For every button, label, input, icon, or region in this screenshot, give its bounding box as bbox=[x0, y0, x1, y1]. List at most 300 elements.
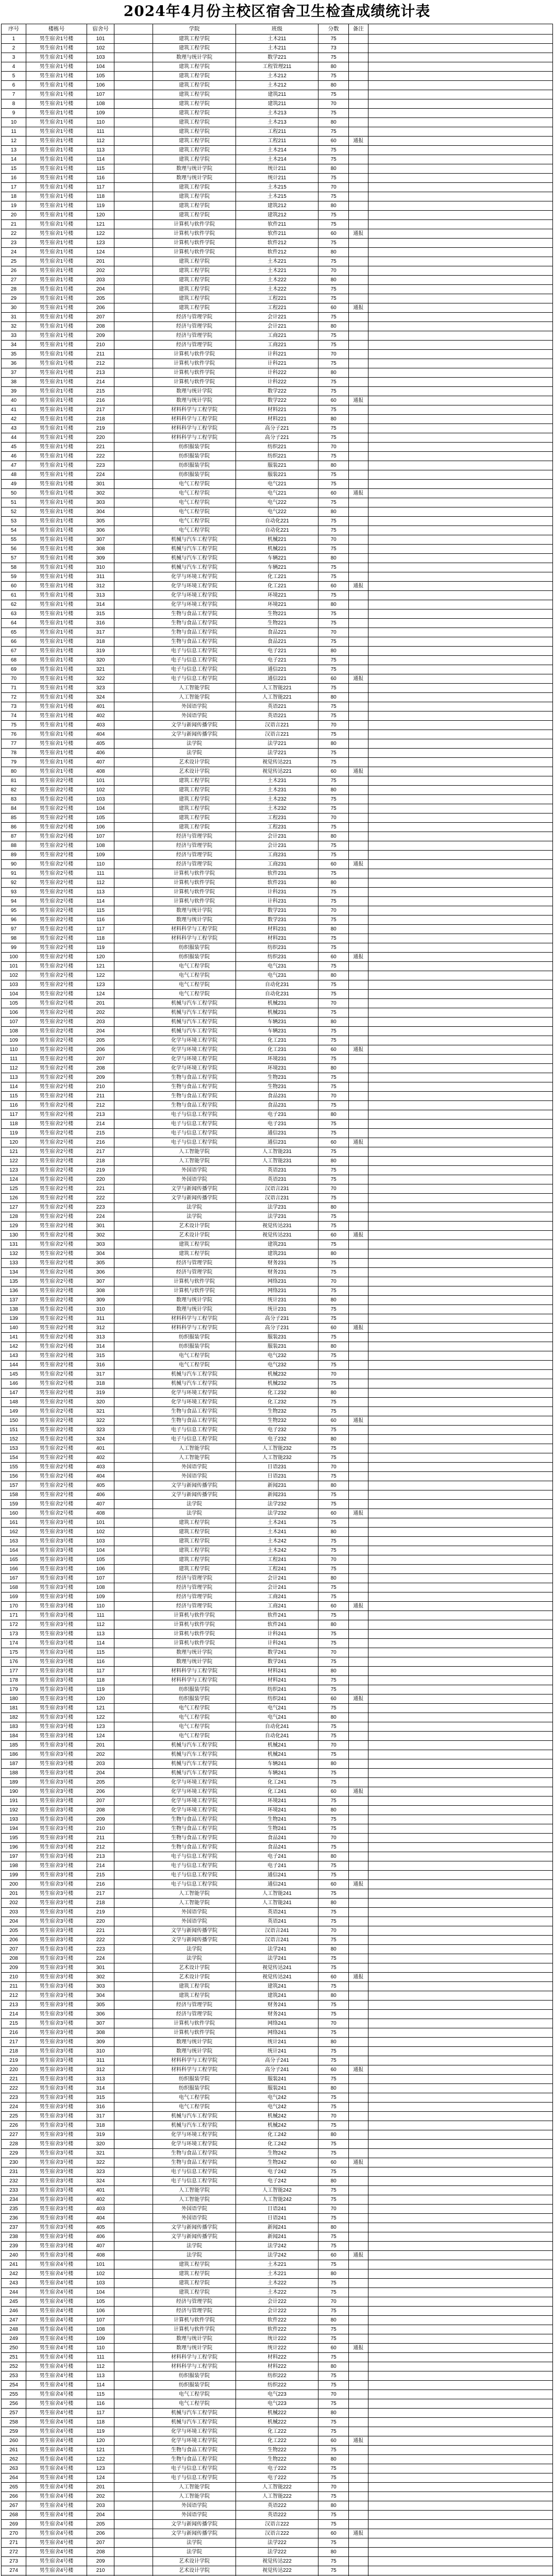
row-building: 男生宿舍3号楼 bbox=[26, 1685, 87, 1694]
row-score: 80 bbox=[318, 461, 349, 470]
row-score: 60 bbox=[318, 2065, 349, 2075]
row-building: 男生宿舍4号楼 bbox=[26, 2297, 87, 2307]
row-room: 124 bbox=[87, 248, 114, 257]
row-college: 计算机与软件学院 bbox=[153, 239, 236, 248]
row-number: 242 bbox=[2, 2269, 26, 2279]
row-room: 407 bbox=[87, 2242, 114, 2251]
row-note bbox=[349, 1889, 368, 1899]
row-building: 男生宿舍1号楼 bbox=[26, 248, 87, 257]
row-extra bbox=[368, 2566, 553, 2575]
row-college: 文学与新闻传播学院 bbox=[153, 1926, 236, 1936]
row-college: 建筑工程学院 bbox=[153, 1555, 236, 1565]
table-row bbox=[2, 1917, 553, 1926]
table-row bbox=[2, 841, 553, 851]
row-room: 314 bbox=[87, 1342, 114, 1351]
row-extra bbox=[368, 2158, 553, 2167]
row-blank bbox=[114, 1453, 153, 1463]
table-row bbox=[2, 1815, 553, 1824]
row-score: 80 bbox=[318, 2362, 349, 2371]
row-note: 通报 bbox=[349, 1602, 368, 1611]
row-class: 统计231 bbox=[236, 1296, 318, 1305]
row-extra bbox=[368, 2307, 553, 2316]
row-room: 102 bbox=[87, 44, 114, 53]
row-room: 306 bbox=[87, 2010, 114, 2019]
row-building: 男生宿舍2号楼 bbox=[26, 962, 87, 971]
row-room: 124 bbox=[87, 1732, 114, 1741]
row-score: 80 bbox=[318, 1759, 349, 1769]
row-room: 105 bbox=[87, 2297, 114, 2307]
row-class: 工程231 bbox=[236, 823, 318, 832]
row-note bbox=[349, 1426, 368, 1435]
row-college: 化学与环境工程学院 bbox=[153, 1388, 236, 1398]
row-number: 254 bbox=[2, 2381, 26, 2390]
row-room: 208 bbox=[87, 1064, 114, 1073]
row-building: 男生宿舍2号楼 bbox=[26, 1064, 87, 1073]
table-row bbox=[2, 368, 553, 378]
row-note bbox=[349, 248, 368, 257]
table-row bbox=[2, 1277, 553, 1286]
row-class: 生物241 bbox=[236, 1815, 318, 1824]
row-extra bbox=[368, 684, 553, 693]
table-row bbox=[2, 146, 553, 155]
row-college: 材料科学与工程学院 bbox=[153, 2065, 236, 2075]
row-note: 通报 bbox=[349, 489, 368, 498]
row-class: 软件211 bbox=[236, 229, 318, 239]
row-college: 建筑工程学院 bbox=[153, 823, 236, 832]
row-note bbox=[349, 72, 368, 81]
row-score: 80 bbox=[318, 878, 349, 888]
row-college: 建筑工程学院 bbox=[153, 1991, 236, 2001]
row-room: 117 bbox=[87, 925, 114, 934]
row-class: 视觉传达231 bbox=[236, 1231, 318, 1240]
row-room: 116 bbox=[87, 2399, 114, 2409]
row-building: 男生宿舍1号楼 bbox=[26, 507, 87, 517]
row-room: 201 bbox=[87, 2483, 114, 2492]
row-building: 男生宿舍3号楼 bbox=[26, 1973, 87, 1982]
row-note bbox=[349, 749, 368, 758]
row-blank bbox=[114, 2103, 153, 2112]
row-room: 108 bbox=[87, 1583, 114, 1592]
row-extra bbox=[368, 239, 553, 248]
row-score: 70 bbox=[318, 350, 349, 359]
row-blank bbox=[114, 1361, 153, 1370]
row-class: 计科231 bbox=[236, 888, 318, 897]
row-number: 236 bbox=[2, 2214, 26, 2223]
row-blank bbox=[114, 1351, 153, 1361]
row-score: 70 bbox=[318, 721, 349, 730]
row-note bbox=[349, 851, 368, 860]
row-building: 男生宿舍3号楼 bbox=[26, 1797, 87, 1806]
row-score: 75 bbox=[318, 2334, 349, 2344]
row-blank bbox=[114, 2279, 153, 2288]
row-number: 29 bbox=[2, 294, 26, 303]
row-building: 男生宿舍4号楼 bbox=[26, 2483, 87, 2492]
row-college: 文学与新闻传播学院 bbox=[153, 1194, 236, 1203]
row-extra bbox=[368, 665, 553, 674]
row-number: 66 bbox=[2, 637, 26, 647]
row-room: 107 bbox=[87, 90, 114, 99]
table-row bbox=[2, 285, 553, 294]
row-note bbox=[349, 804, 368, 814]
row-blank bbox=[114, 1815, 153, 1824]
row-score: 70 bbox=[318, 2390, 349, 2399]
row-room: 112 bbox=[87, 1620, 114, 1630]
row-blank bbox=[114, 1528, 153, 1537]
row-extra bbox=[368, 2028, 553, 2038]
row-college: 经济与管理学院 bbox=[153, 341, 236, 350]
row-room: 305 bbox=[87, 517, 114, 526]
row-room: 221 bbox=[87, 443, 114, 452]
row-building: 男生宿舍4号楼 bbox=[26, 2566, 87, 2575]
row-building: 男生宿舍1号楼 bbox=[26, 303, 87, 313]
row-number: 237 bbox=[2, 2223, 26, 2232]
row-class: 新闻231 bbox=[236, 1490, 318, 1500]
row-blank bbox=[114, 1843, 153, 1852]
row-extra bbox=[368, 248, 553, 257]
row-building: 男生宿舍2号楼 bbox=[26, 1351, 87, 1361]
row-college: 材料科学与工程学院 bbox=[153, 424, 236, 433]
row-class: 土木222 bbox=[236, 2288, 318, 2297]
row-extra bbox=[368, 285, 553, 294]
row-number: 189 bbox=[2, 1778, 26, 1787]
row-number: 225 bbox=[2, 2112, 26, 2121]
row-room: 101 bbox=[87, 35, 114, 44]
row-room: 111 bbox=[87, 127, 114, 137]
row-building: 男生宿舍2号楼 bbox=[26, 804, 87, 814]
row-building: 男生宿舍4号楼 bbox=[26, 2511, 87, 2520]
row-extra bbox=[368, 730, 553, 739]
row-room: 212 bbox=[87, 1843, 114, 1852]
row-score: 70 bbox=[318, 628, 349, 637]
row-extra bbox=[368, 1259, 553, 1268]
row-note: 通报 bbox=[349, 396, 368, 405]
table-row bbox=[2, 1082, 553, 1092]
row-note bbox=[349, 1147, 368, 1157]
row-class: 法学232 bbox=[236, 1509, 318, 1518]
row-college: 生物与食品工程学院 bbox=[153, 1824, 236, 1834]
table-row bbox=[2, 925, 553, 934]
row-room: 104 bbox=[87, 804, 114, 814]
row-blank bbox=[114, 971, 153, 980]
row-blank bbox=[114, 480, 153, 489]
row-class: 会计222 bbox=[236, 2297, 318, 2307]
row-number: 253 bbox=[2, 2371, 26, 2381]
row-college: 机械与汽车工程学院 bbox=[153, 2112, 236, 2121]
row-blank bbox=[114, 415, 153, 424]
row-note bbox=[349, 1722, 368, 1732]
table-row bbox=[2, 600, 553, 609]
row-building: 男生宿舍2号楼 bbox=[26, 990, 87, 999]
row-note bbox=[349, 1518, 368, 1528]
table-row bbox=[2, 1472, 553, 1481]
row-college: 电子与信息工程学院 bbox=[153, 2177, 236, 2186]
row-score: 75 bbox=[318, 1704, 349, 1713]
row-college: 文学与新闻传播学院 bbox=[153, 730, 236, 739]
row-score: 75 bbox=[318, 1379, 349, 1388]
row-score: 75 bbox=[318, 2167, 349, 2177]
row-extra bbox=[368, 1082, 553, 1092]
row-building: 男生宿舍3号楼 bbox=[26, 1982, 87, 1991]
row-score: 60 bbox=[318, 137, 349, 146]
row-extra bbox=[368, 1852, 553, 1861]
row-room: 316 bbox=[87, 619, 114, 628]
row-college: 法学院 bbox=[153, 2548, 236, 2557]
row-college: 化学与环境工程学院 bbox=[153, 1806, 236, 1815]
row-number: 209 bbox=[2, 1963, 26, 1973]
row-note bbox=[349, 1713, 368, 1722]
row-extra bbox=[368, 2483, 553, 2492]
row-room: 408 bbox=[87, 1509, 114, 1518]
row-blank bbox=[114, 1110, 153, 1120]
table-row bbox=[2, 1685, 553, 1694]
row-score: 75 bbox=[318, 749, 349, 758]
table-row bbox=[2, 2269, 553, 2279]
row-college: 文学与新闻传播学院 bbox=[153, 1481, 236, 1490]
row-room: 221 bbox=[87, 1184, 114, 1194]
row-number: 162 bbox=[2, 1528, 26, 1537]
row-blank bbox=[114, 2418, 153, 2427]
row-note bbox=[349, 2047, 368, 2056]
row-class: 网络231 bbox=[236, 1286, 318, 1296]
row-note bbox=[349, 2399, 368, 2409]
row-building: 男生宿舍1号楼 bbox=[26, 609, 87, 619]
row-building: 男生宿舍2号楼 bbox=[26, 1490, 87, 1500]
row-extra bbox=[368, 860, 553, 869]
row-college: 生物与食品工程学院 bbox=[153, 2455, 236, 2464]
row-class: 高分子231 bbox=[236, 1314, 318, 1324]
row-college: 外国语学院 bbox=[153, 702, 236, 711]
row-class: 工程221 bbox=[236, 303, 318, 313]
row-score: 75 bbox=[318, 257, 349, 266]
row-number: 235 bbox=[2, 2205, 26, 2214]
row-number: 176 bbox=[2, 1657, 26, 1667]
row-extra bbox=[368, 378, 553, 387]
row-class: 自动化241 bbox=[236, 1722, 318, 1732]
row-room: 302 bbox=[87, 1231, 114, 1240]
row-score: 80 bbox=[318, 276, 349, 285]
row-class: 数学231 bbox=[236, 916, 318, 925]
row-room: 117 bbox=[87, 183, 114, 192]
row-extra bbox=[368, 257, 553, 266]
row-class: 人工智能231 bbox=[236, 1147, 318, 1157]
row-class: 软件222 bbox=[236, 2316, 318, 2325]
row-note bbox=[349, 925, 368, 934]
row-note bbox=[349, 1305, 368, 1314]
row-college: 艺术设计学院 bbox=[153, 1973, 236, 1982]
table-row bbox=[2, 517, 553, 526]
row-number: 133 bbox=[2, 1259, 26, 1268]
row-blank bbox=[114, 62, 153, 72]
row-score: 75 bbox=[318, 980, 349, 990]
table-row bbox=[2, 1361, 553, 1370]
row-room: 120 bbox=[87, 2436, 114, 2446]
row-number: 150 bbox=[2, 1416, 26, 1426]
row-blank bbox=[114, 1732, 153, 1741]
row-extra bbox=[368, 1268, 553, 1277]
row-score: 75 bbox=[318, 1268, 349, 1277]
row-score: 60 bbox=[318, 2436, 349, 2446]
row-college: 建筑工程学院 bbox=[153, 81, 236, 90]
row-building: 男生宿舍3号楼 bbox=[26, 1657, 87, 1667]
row-blank bbox=[114, 1277, 153, 1286]
row-number: 76 bbox=[2, 730, 26, 739]
row-extra bbox=[368, 1778, 553, 1787]
row-class: 土木211 bbox=[236, 44, 318, 53]
row-room: 320 bbox=[87, 656, 114, 665]
row-room: 122 bbox=[87, 2455, 114, 2464]
row-room: 204 bbox=[87, 1027, 114, 1036]
row-number: 2 bbox=[2, 44, 26, 53]
row-blank bbox=[114, 582, 153, 591]
row-extra bbox=[368, 943, 553, 953]
row-note bbox=[349, 1082, 368, 1092]
row-college: 法学院 bbox=[153, 1954, 236, 1963]
row-room: 112 bbox=[87, 878, 114, 888]
row-number: 55 bbox=[2, 535, 26, 545]
row-extra bbox=[368, 591, 553, 600]
row-number: 196 bbox=[2, 1843, 26, 1852]
row-extra bbox=[368, 266, 553, 276]
row-score: 60 bbox=[318, 1880, 349, 1889]
row-extra bbox=[368, 1926, 553, 1936]
row-blank bbox=[114, 127, 153, 137]
row-extra bbox=[368, 1824, 553, 1834]
row-number: 101 bbox=[2, 962, 26, 971]
row-score: 75 bbox=[318, 424, 349, 433]
row-number: 50 bbox=[2, 489, 26, 498]
row-score: 75 bbox=[318, 637, 349, 647]
row-room: 110 bbox=[87, 860, 114, 869]
row-note bbox=[349, 2112, 368, 2121]
row-room: 307 bbox=[87, 535, 114, 545]
row-score: 75 bbox=[318, 72, 349, 81]
row-score: 75 bbox=[318, 1222, 349, 1231]
row-note bbox=[349, 1453, 368, 1463]
row-note bbox=[349, 1936, 368, 1945]
row-room: 115 bbox=[87, 164, 114, 174]
row-college: 化学与环境工程学院 bbox=[153, 1064, 236, 1073]
row-note bbox=[349, 1240, 368, 1249]
row-number: 19 bbox=[2, 201, 26, 211]
row-score: 75 bbox=[318, 1120, 349, 1129]
row-number: 141 bbox=[2, 1333, 26, 1342]
row-note bbox=[349, 1157, 368, 1166]
table-row bbox=[2, 1843, 553, 1852]
row-extra bbox=[368, 1027, 553, 1036]
row-class: 财务241 bbox=[236, 2001, 318, 2010]
row-class: 生物232 bbox=[236, 1416, 318, 1426]
row-score: 60 bbox=[318, 1045, 349, 1055]
row-score: 75 bbox=[318, 405, 349, 415]
row-blank bbox=[114, 2307, 153, 2316]
row-building: 男生宿舍1号楼 bbox=[26, 498, 87, 507]
row-building: 男生宿舍4号楼 bbox=[26, 2288, 87, 2297]
row-building: 男生宿舍3号楼 bbox=[26, 1620, 87, 1630]
row-college: 法学院 bbox=[153, 1203, 236, 1212]
row-number: 177 bbox=[2, 1667, 26, 1676]
row-number: 7 bbox=[2, 90, 26, 99]
row-blank bbox=[114, 2028, 153, 2038]
row-college: 法学院 bbox=[153, 2242, 236, 2251]
row-score: 80 bbox=[318, 2177, 349, 2186]
row-building: 男生宿舍2号楼 bbox=[26, 1147, 87, 1157]
row-college: 艺术设计学院 bbox=[153, 767, 236, 776]
row-college: 计算机与软件学院 bbox=[153, 350, 236, 359]
table-row bbox=[2, 2307, 553, 2316]
row-blank bbox=[114, 1500, 153, 1509]
row-building: 男生宿舍4号楼 bbox=[26, 2473, 87, 2483]
row-number: 149 bbox=[2, 1407, 26, 1416]
row-building: 男生宿舍2号楼 bbox=[26, 1286, 87, 1296]
row-blank bbox=[114, 211, 153, 220]
row-blank bbox=[114, 1648, 153, 1657]
table-row bbox=[2, 1583, 553, 1592]
row-building: 男生宿舍2号楼 bbox=[26, 1509, 87, 1518]
row-number: 59 bbox=[2, 572, 26, 582]
row-building: 男生宿舍1号楼 bbox=[26, 220, 87, 229]
table-row bbox=[2, 1528, 553, 1537]
row-room: 321 bbox=[87, 665, 114, 674]
row-building: 男生宿舍2号楼 bbox=[26, 999, 87, 1008]
row-score: 60 bbox=[318, 489, 349, 498]
row-score: 75 bbox=[318, 109, 349, 118]
row-building: 男生宿舍3号楼 bbox=[26, 1630, 87, 1639]
row-blank bbox=[114, 591, 153, 600]
row-score: 75 bbox=[318, 916, 349, 925]
row-college: 建筑工程学院 bbox=[153, 192, 236, 201]
row-class: 工程241 bbox=[236, 1565, 318, 1574]
row-score: 80 bbox=[318, 971, 349, 980]
row-class: 工商241 bbox=[236, 1592, 318, 1602]
row-college: 电子与信息工程学院 bbox=[153, 1120, 236, 1129]
row-score: 75 bbox=[318, 656, 349, 665]
row-number: 110 bbox=[2, 1045, 26, 1055]
row-blank bbox=[114, 730, 153, 739]
row-note bbox=[349, 916, 368, 925]
row-extra bbox=[368, 628, 553, 637]
row-extra bbox=[368, 2418, 553, 2427]
row-college: 经济与管理学院 bbox=[153, 322, 236, 331]
row-college: 生物与食品工程学院 bbox=[153, 1073, 236, 1082]
row-building: 男生宿舍1号楼 bbox=[26, 443, 87, 452]
row-number: 263 bbox=[2, 2464, 26, 2473]
row-building: 男生宿舍2号楼 bbox=[26, 916, 87, 925]
row-extra bbox=[368, 869, 553, 878]
row-room: 316 bbox=[87, 2103, 114, 2112]
row-building: 男生宿舍3号楼 bbox=[26, 1899, 87, 1908]
row-blank bbox=[114, 1370, 153, 1379]
row-blank bbox=[114, 563, 153, 572]
row-blank bbox=[114, 1222, 153, 1231]
row-college: 经济与管理学院 bbox=[153, 2001, 236, 2010]
row-blank bbox=[114, 1973, 153, 1982]
row-note bbox=[349, 1268, 368, 1277]
table-row bbox=[2, 257, 553, 266]
row-note: 通报 bbox=[349, 860, 368, 869]
row-number: 244 bbox=[2, 2288, 26, 2297]
row-class: 土木232 bbox=[236, 804, 318, 814]
row-number: 13 bbox=[2, 146, 26, 155]
row-extra bbox=[368, 201, 553, 211]
row-score: 75 bbox=[318, 2242, 349, 2251]
row-number: 98 bbox=[2, 934, 26, 943]
row-class: 车辆231 bbox=[236, 1018, 318, 1027]
row-number: 161 bbox=[2, 1518, 26, 1528]
row-room: 319 bbox=[87, 1388, 114, 1398]
row-building: 男生宿舍3号楼 bbox=[26, 1954, 87, 1963]
row-class: 通信231 bbox=[236, 1129, 318, 1138]
table-row bbox=[2, 62, 553, 72]
